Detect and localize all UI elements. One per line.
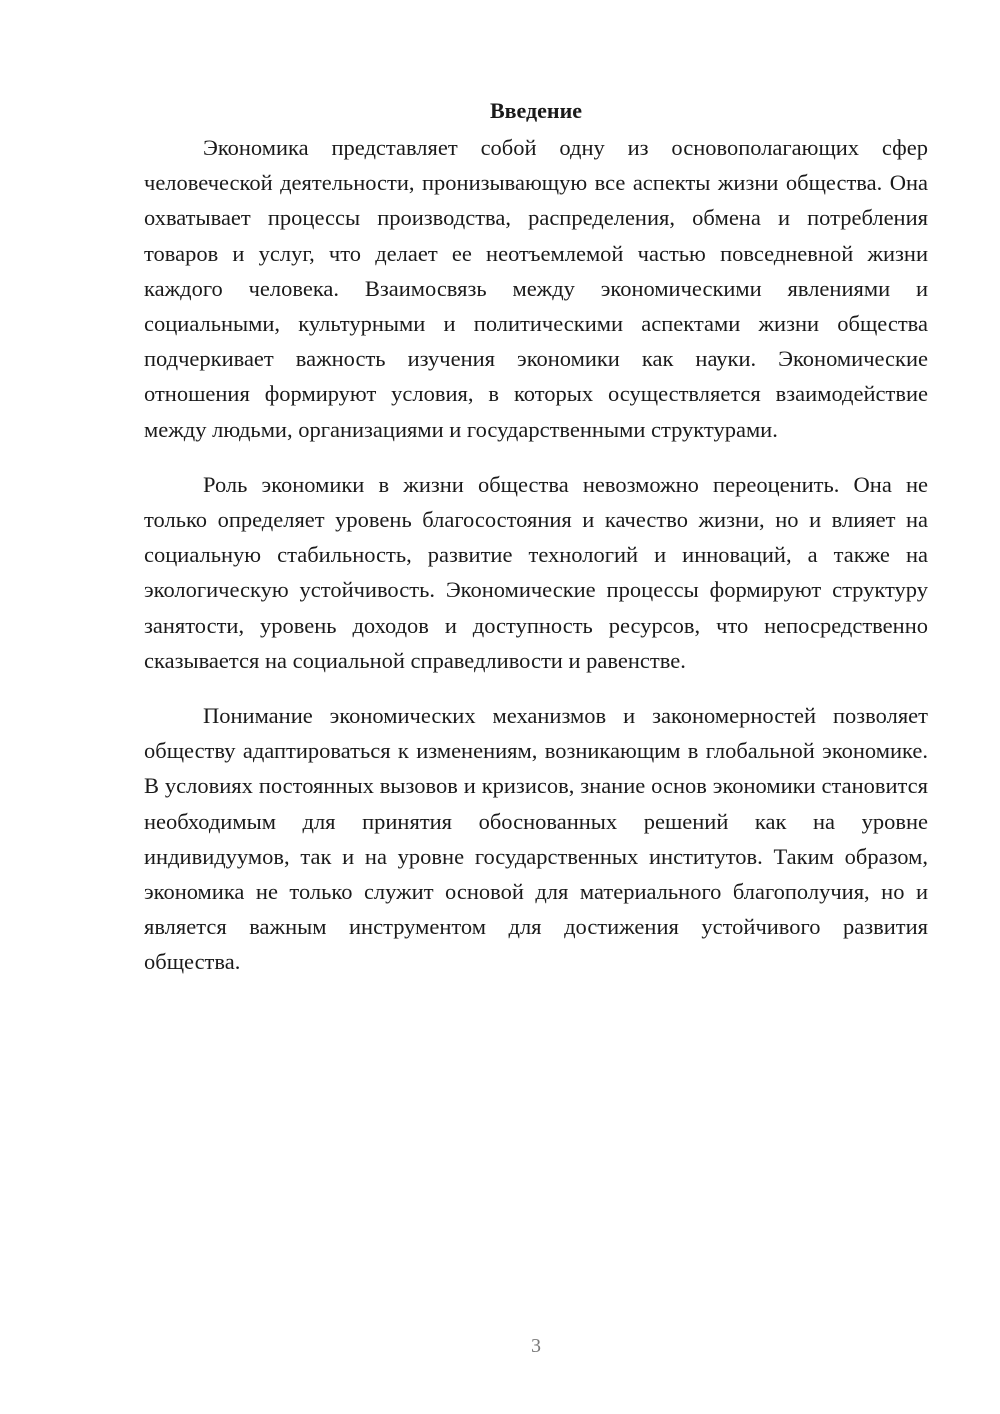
paragraph-2: Роль экономики в жизни общества невозможно переоценить. Она не только определяет уровень благосостояния и качество жизни, но и влияет на социальную стабильность, развитие технологий и инноваций, а также на экологическую устойчивость. Экономические процессы формируют структуру занятости, уровень доходов и доступность ресурсов, что непосредственно сказывается на социальной справедливости и равенстве.: [144, 471, 928, 673]
page-body: [144, 94, 928, 1000]
paragraph-1: Экономика представляет собой одну из основополагающих сфер человеческой деятельности, пронизывающую все аспекты жизни общества. Она охватывает процессы производства, распределения, обмена и потребления товаров и услуг, что делает ее неотъемлемой частью повседневной жизни каждого человека. Взаимосвязь между экономическими явлениями и социальными, культурными и политическими аспектами жизни общества подчеркивает важность изучения экономики как науки. Экономические отношения формируют условия, в которых осуществляется взаимодействие между людьми, организациями и государственными структурами.: [144, 135, 928, 442]
paragraph-3: Понимание экономических механизмов и закономерностей позволяет обществу адаптироваться к изменениям, возникающим в глобальной экономике. В условиях постоянных вызовов и кризисов, знание основ экономики становится необходимым для принятия обоснованных решений как на уровне индивидуумов, так и на уровне государственных институтов. Таким образом, экономика не только служит основой для материального благополучия, но и является важным инструментом для достижения устойчивого развития общества.: [144, 703, 928, 975]
page-number: 3: [531, 1335, 541, 1357]
section-heading: Введение: [489, 98, 583, 123]
